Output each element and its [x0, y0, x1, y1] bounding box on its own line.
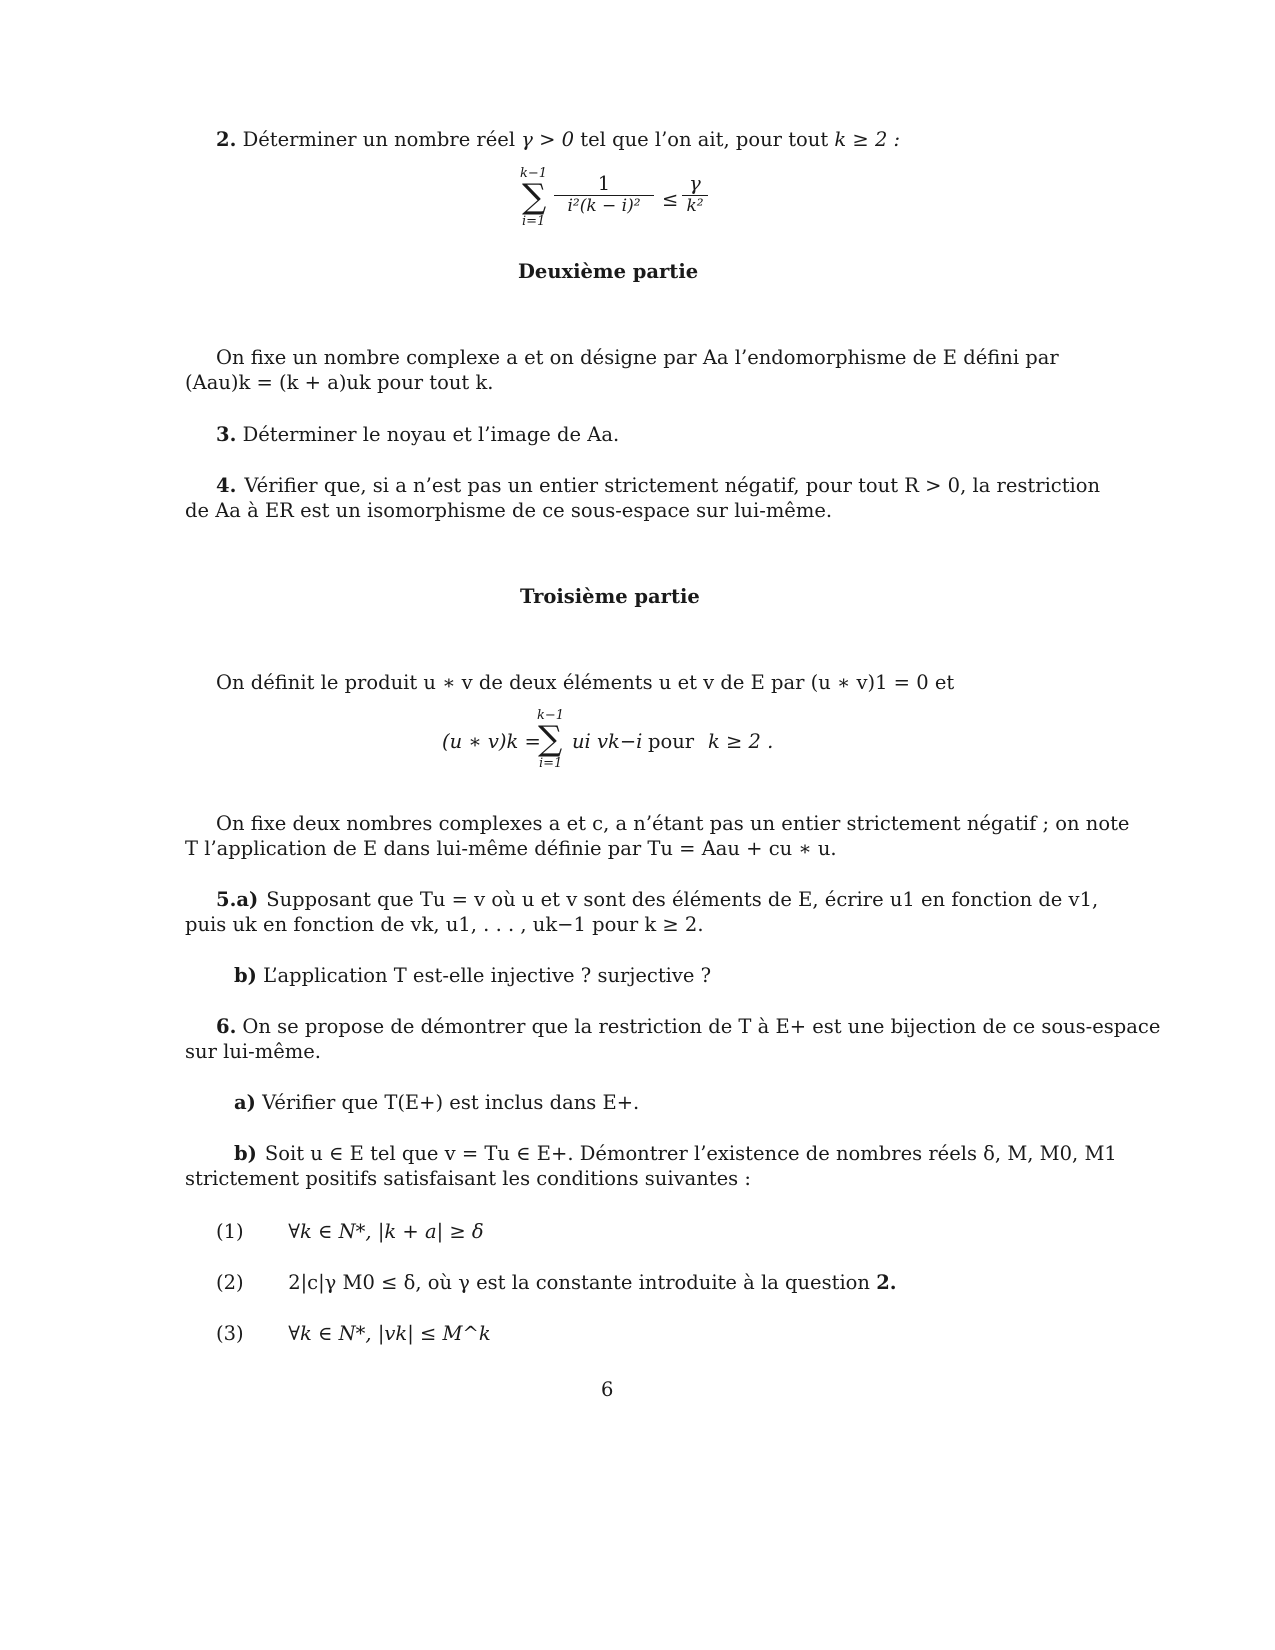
- q3-number: 3.: [216, 423, 237, 446]
- q5b-text: L’application T est-elle injective ? surjective ?: [263, 964, 712, 987]
- q6a-label: a): [234, 1091, 256, 1114]
- intro3-eq-lower: i=1: [539, 756, 563, 771]
- q5-number: 5.a): [216, 888, 259, 911]
- q2-math-b: k ≥ 2 :: [834, 128, 901, 151]
- q6b-line1: Soit u ∈ E tel que v = Tu ∈ E+. Démontrer l’existence de nombres réels δ, M, M0, M1: [264, 1142, 1117, 1165]
- q2-leq: ≤: [662, 188, 679, 211]
- q2-math-a: γ > 0: [521, 128, 575, 151]
- q3-text: Déterminer le noyau et l’image de Aa.: [242, 423, 620, 446]
- condition-3: [216, 1322, 491, 1345]
- intro3-formula: [442, 708, 782, 774]
- intro3-eq-pour: pour: [648, 730, 695, 753]
- intro3-line1: On définit le produit u ∗ v de deux éléments u et v de E par (u ∗ v)1 = 0 et: [216, 671, 955, 694]
- condition-1-label: (1): [216, 1220, 244, 1243]
- condition-1: [216, 1220, 484, 1243]
- q5-line1: Supposant que Tu = v où u et v sont des éléments de E, écrire u1 en fonction de v1,: [266, 888, 1099, 911]
- page-number: 6: [601, 1378, 614, 1401]
- intro3b-line1: On fixe deux nombres complexes a et c, a n’étant pas un entier strictement négatif ; on note: [216, 812, 1130, 835]
- q2-frac1-den: i²(k − i)²: [567, 196, 641, 216]
- q6-number: 6.: [216, 1015, 237, 1038]
- intro2-line1: On fixe un nombre complexe a et on désigne par Aa l’endomorphisme de E défini par: [216, 346, 1059, 369]
- part3-title: Troisième partie: [520, 585, 700, 608]
- condition-2: [216, 1271, 897, 1294]
- intro3-eq-upper: k−1: [537, 708, 565, 723]
- q4-line1: Vérifier que, si a n’est pas un entier strictement négatif, pour tout R > 0, la restriction: [244, 474, 1101, 497]
- intro3b-line2: T l’application de E dans lui-même définie par Tu = Aau + cu ∗ u.: [185, 837, 837, 860]
- condition-3-label: (3): [216, 1322, 244, 1345]
- q5b-statement: [234, 964, 711, 987]
- q2-text-b: tel que l’on ait, pour tout: [580, 128, 829, 151]
- part2-title: Deuxième partie: [518, 260, 699, 283]
- q2-number: 2.: [216, 128, 237, 151]
- q2-text-a: Déterminer un nombre réel: [242, 128, 516, 151]
- q6-statement: [216, 1015, 1161, 1038]
- condition-2-ref: 2.: [876, 1271, 897, 1294]
- intro3-eq-cond: k ≥ 2 .: [708, 730, 774, 753]
- q2-frac2: [682, 172, 708, 216]
- intro3-eq-lhs: (u ∗ v)k =: [442, 730, 541, 753]
- q4-number: 4.: [216, 474, 237, 497]
- q6b-statement: [234, 1142, 1117, 1165]
- condition-1-text: ∀k ∈ N*, |k + a| ≥ δ: [288, 1220, 484, 1243]
- intro2-line2: (Aau)k = (k + a)uk pour tout k.: [185, 371, 494, 394]
- q2-statement: [216, 128, 900, 151]
- q2-frac1-num: 1: [597, 172, 611, 195]
- q3-statement: [216, 423, 619, 446]
- q6b-label: b): [234, 1142, 257, 1165]
- q2-formula: [518, 166, 704, 234]
- q2-frac2-num: γ: [689, 172, 701, 195]
- q2-sum-upper: k−1: [520, 166, 548, 181]
- q2-frac2-den: k²: [686, 196, 704, 216]
- q2-frac1: [554, 172, 654, 216]
- q6b-line2: strictement positifs satisfaisant les conditions suivantes :: [185, 1167, 751, 1190]
- q6-line2: sur lui-même.: [185, 1040, 321, 1063]
- q5-statement: [216, 888, 1099, 911]
- intro3-eq-term: ui vk−i: [572, 730, 643, 753]
- q2-sum-symbol: ∑: [522, 177, 547, 217]
- q2-sum-lower: i=1: [522, 214, 546, 229]
- condition-2-label: (2): [216, 1271, 244, 1294]
- q4-line2: de Aa à ER est un isomorphisme de ce sous-espace sur lui-même.: [185, 499, 833, 522]
- condition-2-text: 2|c|γ M0 ≤ δ, où γ est la constante introduite à la question: [288, 1271, 870, 1294]
- condition-3-text: ∀k ∈ N*, |vk| ≤ M^k: [288, 1322, 491, 1345]
- q5-line2: puis uk en fonction de vk, u1, . . . , uk−1 pour k ≥ 2.: [185, 913, 704, 936]
- intro3-eq-sum: ∑: [538, 719, 563, 759]
- q6-line1: On se propose de démontrer que la restriction de T à E+ est une bijection de ce sous-espace: [242, 1015, 1161, 1038]
- q6a-text: Vérifier que T(E+) est inclus dans E+.: [262, 1091, 640, 1114]
- q5b-label: b): [234, 964, 257, 987]
- q6a-statement: [234, 1091, 639, 1114]
- q4-statement: [216, 474, 1101, 497]
